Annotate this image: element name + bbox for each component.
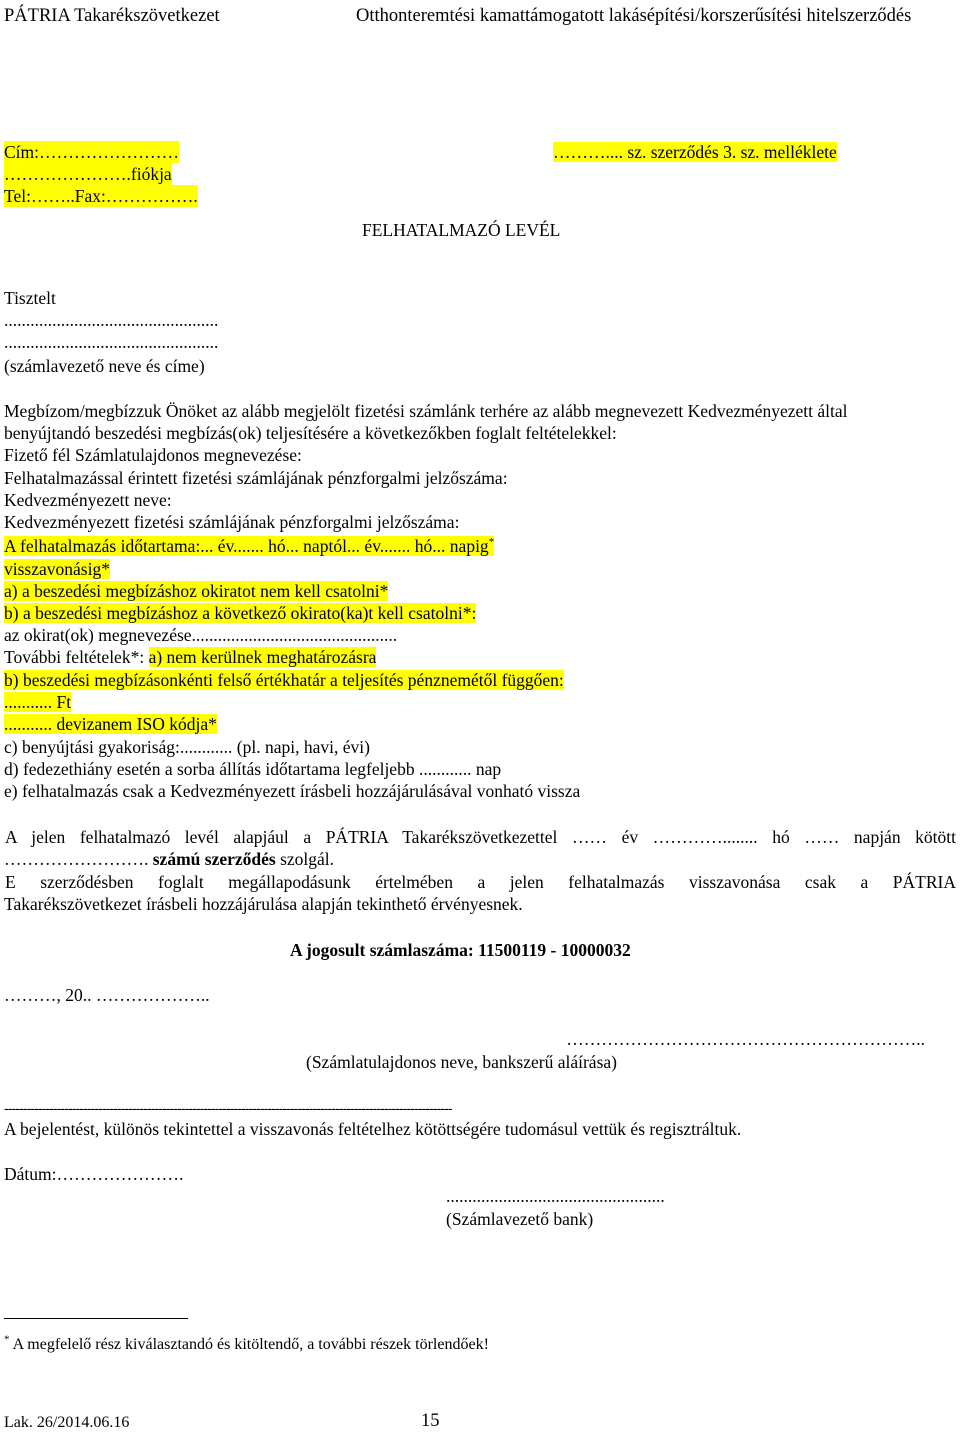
intro-line-2: benyújtandó beszedési megbízás(ok) teljesítésére a következőkben foglalt feltételekkel: (4, 423, 617, 443)
basis-line-2-end: szolgál. (275, 849, 335, 869)
footnote-text: A megfelelő rész kiválasztandó és kitöltendő, a további részek törlendőek! (9, 1336, 489, 1353)
document-title: FELHATALMAZÓ LEVÉL (362, 220, 561, 240)
bank-name-hint: (számlavezető neve és címe) (4, 356, 205, 376)
salutation-dots-2: ................................................. (4, 332, 219, 352)
basis-line-4: Takarékszövetkezet írásbeli hozzájárulása alapján tekinthető érvényesnek. (4, 894, 523, 914)
option-a-text: a) a beszedési megbízáshoz okiratot nem kell csatolni* (4, 581, 389, 601)
salutation-greeting: Tisztelt (4, 288, 56, 308)
option-b-text: b) a beszedési megbízáshoz a következő okirato(ka)t kell csatolni*: (4, 603, 477, 623)
basis-line-3: E szerződésben foglalt megállapodásunk értelmében a jelen felhatalmazás visszavonása csak a PÁTRIA (5, 872, 956, 892)
basis-line-2 (4, 848, 334, 870)
contract-number-label: számú szerződés (148, 849, 276, 869)
duration-text: A felhatalmazás időtartama:... év....... hó... naptól... év....... hó... napig (4, 536, 489, 556)
address-fiokja: ………………….fiókja (4, 164, 172, 184)
attachment-reference (553, 141, 837, 163)
payer-account-field: Felhatalmazással érintett fizetési számlájának pénzforgalmi jelzőszáma: (4, 468, 508, 488)
signature-dots: …………………………………………………….. (566, 1029, 925, 1049)
separator-line: ----------------------------------------------------------------------------------------------------------------------- (4, 1100, 452, 1116)
extra-a-text: a) nem kerülnek meghatározásra (148, 647, 377, 667)
revocation-line: e) felhatalmazás csak a Kedvezményezett írásbeli hozzájárulásával vonható vissza (4, 781, 581, 801)
option-a-line (4, 580, 388, 602)
iso-line (4, 713, 217, 735)
extra-conditions-label: További feltételek*: (4, 647, 149, 667)
revoke-text: visszavonásig* (4, 559, 110, 579)
extra-conditions-line (4, 646, 376, 668)
revoke-line (4, 558, 110, 580)
extra-b-line (4, 669, 564, 691)
bank-signature-dots: .................................................. (446, 1186, 665, 1206)
basis-line-1: A jelen felhatalmazó levél alapjául a PÁTRIA Takarékszövetkezettel …… év …………........ hó …… napján kötött (5, 827, 956, 847)
acknowledgement-text: A bejelentést, különös tekintettel a visszavonás feltételhez kötöttségére tudomásul vettük és regisztráltuk. (4, 1119, 742, 1139)
footnote (4, 1334, 489, 1356)
bank-signature-label: (Számlavezető bank) (446, 1209, 594, 1229)
beneficiary-name-field: Kedvezményezett neve: (4, 490, 172, 510)
account-number: A jogosult számlaszáma: 11500119 - 10000032 (290, 940, 631, 960)
attachment-ref-text: ……….... sz. szerződés 3. sz. melléklete (553, 142, 837, 162)
place-date: ………, 20.. ……………….. (4, 985, 210, 1005)
header-right: Otthonteremtési kamattámogatott lakásépítési/korszerűsítési hitelszerződés (356, 6, 912, 26)
payer-name-field: Fizető fél Számlatulajdonos megnevezése: (4, 445, 302, 465)
contract-number-dots: ……………………. (4, 849, 149, 869)
ft-line (4, 691, 71, 713)
address-cim: Cím:…………………… (4, 142, 180, 162)
salutation-dots-1: ................................................. (4, 310, 219, 330)
frequency-line: c) benyújtási gyakoriság:............ (pl. napi, havi, évi) (4, 737, 370, 757)
ft-text: ........... Ft (4, 692, 72, 712)
document-names-field: az okirat(ok) megnevezése............................................... (4, 625, 398, 645)
option-b-line (4, 602, 476, 624)
intro-line-1: Megbízom/megbízzuk Önöket az alább megjelölt fizetési számlánk terhére az alább megnevezett Kedvezményezett által (4, 401, 848, 421)
footer-code: Lak. 26/2014.06.16 (4, 1414, 130, 1431)
duration-line (4, 535, 494, 557)
footnote-star: * (4, 1333, 10, 1346)
queue-line: d) fedezethiány esetén a sorba állítás időtartama legfeljebb ............ nap (4, 759, 502, 779)
beneficiary-account-field: Kedvezményezett fizetési számlájának pénzforgalmi jelzőszáma: (4, 512, 460, 532)
address-telfax: Tel:……..Fax:……………. (4, 186, 198, 206)
iso-text: ........... devizanem ISO kódja* (4, 714, 217, 734)
page-number: 15 (421, 1411, 440, 1431)
signature-label: (Számlatulajdonos neve, bankszerű aláírása) (306, 1052, 617, 1072)
footnote-separator (4, 1318, 188, 1319)
extra-b-text: b) beszedési megbízásonkénti felső értékhatár a teljesítés pénznemétől függően: (4, 670, 564, 690)
date-field: Dátum:…………………. (4, 1164, 184, 1184)
header-left: PÁTRIA Takarékszövetkezet (4, 6, 220, 26)
footnote-mark: * (488, 536, 495, 549)
